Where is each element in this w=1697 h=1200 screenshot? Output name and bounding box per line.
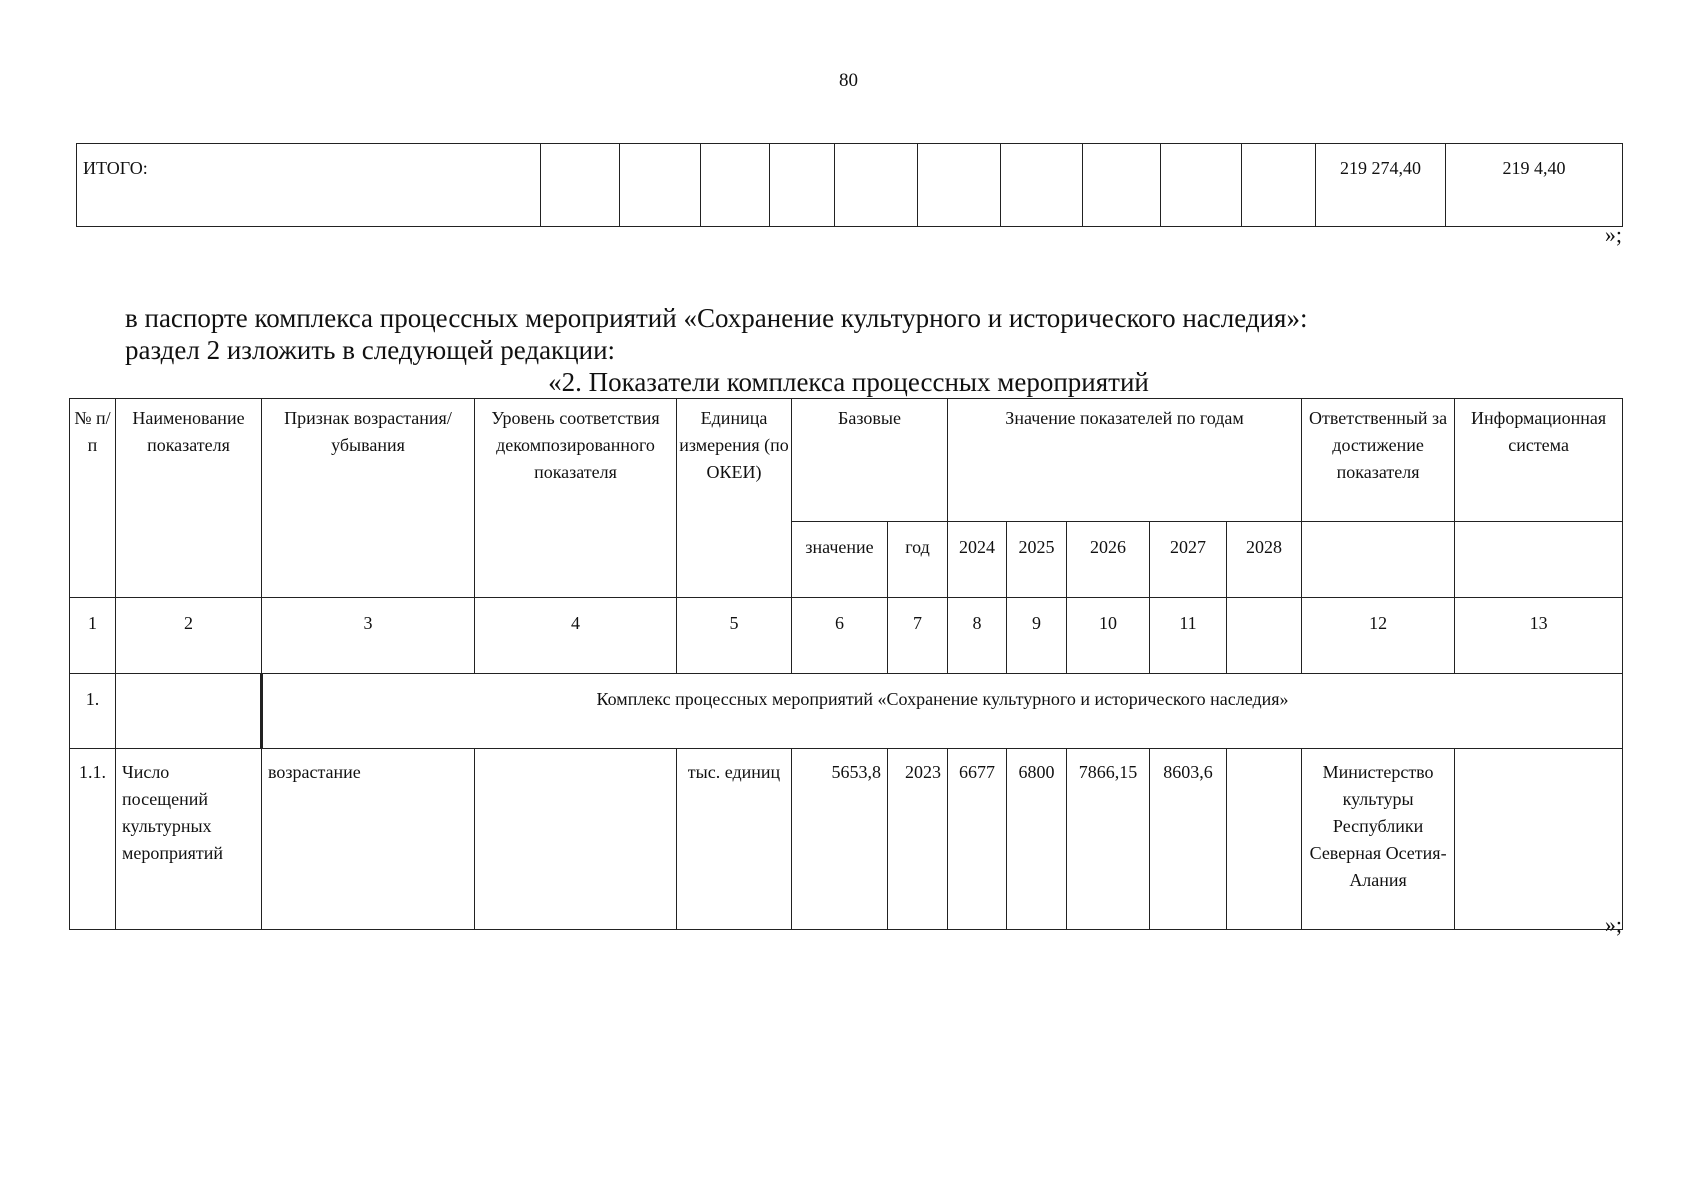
totals-cell: [1001, 144, 1083, 227]
row-value-2028: [1227, 749, 1302, 930]
row-value-2026: 7866,15: [1067, 749, 1150, 930]
table-title: «2. Показатели комплекса процессных мероприятий: [548, 367, 1149, 397]
subheader-year: 2025: [1007, 522, 1067, 598]
totals-cell: [1242, 144, 1316, 227]
header-num: № п/п: [70, 399, 116, 598]
closing-quote: »;: [1604, 912, 1622, 937]
closing-quote: »;: [1604, 222, 1622, 247]
row-responsible: Министерство культуры Республики Северная Осетия-Алания: [1302, 749, 1455, 930]
section-num: 1.: [70, 674, 116, 749]
subheader-base-value: значение: [792, 522, 888, 598]
row-name: Число посещений культурных мероприятий: [116, 749, 262, 930]
subheader-empty: [1455, 522, 1623, 598]
totals-cell: [1083, 144, 1161, 227]
column-number: 2: [116, 598, 262, 674]
column-number: 8: [948, 598, 1007, 674]
column-number: 6: [792, 598, 888, 674]
column-number: 3: [262, 598, 475, 674]
page-number: 80: [839, 70, 858, 91]
section-row: [70, 674, 1623, 749]
header-responsible: Ответственный за достижение показателя: [1302, 399, 1455, 522]
totals-cell: [835, 144, 918, 227]
header-info-system: Информационная система: [1455, 399, 1623, 522]
column-number: 4: [475, 598, 677, 674]
subheader-year: 2024: [948, 522, 1007, 598]
subheader-year: 2027: [1150, 522, 1227, 598]
column-number: 7: [888, 598, 948, 674]
header-level: Уровень соответствия декомпозированного показателя: [475, 399, 677, 598]
totals-row: [77, 144, 1623, 227]
subheader-base-year: год: [888, 522, 948, 598]
subheader-year: 2026: [1067, 522, 1150, 598]
section-spacer: [116, 674, 262, 749]
header-values-by-year: Значение показателей по годам: [948, 399, 1302, 522]
header-base: Базовые: [792, 399, 948, 522]
section-title: Комплекс процессных мероприятий «Сохранение культурного и исторического наследия»: [262, 674, 1623, 749]
column-number: 11: [1150, 598, 1227, 674]
subheader-empty: [1302, 522, 1455, 598]
header-unit: Единица измерения (по ОКЕИ): [677, 399, 792, 598]
row-unit: тыс. единиц: [677, 749, 792, 930]
column-number-row: [70, 598, 1623, 674]
totals-table: [76, 143, 1623, 227]
totals-value-1: 219 274,40: [1316, 144, 1446, 227]
column-number: 13: [1455, 598, 1623, 674]
subheader-year: 2028: [1227, 522, 1302, 598]
totals-cell: [701, 144, 770, 227]
row-value-2025: 6800: [1007, 749, 1067, 930]
column-number: 5: [677, 598, 792, 674]
column-number: 12: [1302, 598, 1455, 674]
amendment-paragraph: в паспорте комплекса процессных мероприятий «Сохранение культурного и исторического наследия»:: [125, 303, 1308, 333]
column-number: 10: [1067, 598, 1150, 674]
row-info-system: [1455, 749, 1623, 930]
amendment-paragraph: раздел 2 изложить в следующей редакции:: [125, 335, 616, 365]
table-row: [70, 749, 1623, 930]
totals-value-2: 219 4,40: [1446, 144, 1623, 227]
totals-cell: [770, 144, 835, 227]
totals-cell: [620, 144, 701, 227]
row-value-2024: 6677: [948, 749, 1007, 930]
indicators-table: [69, 398, 1623, 930]
header-row: [70, 399, 1623, 522]
row-base-year: 2023: [888, 749, 948, 930]
column-number: [1227, 598, 1302, 674]
totals-cell: [918, 144, 1001, 227]
row-trend: возрастание: [262, 749, 475, 930]
header-trend: Признак возрастания/убывания: [262, 399, 475, 598]
column-number: 9: [1007, 598, 1067, 674]
row-level: [475, 749, 677, 930]
totals-label: ИТОГО:: [77, 144, 541, 227]
totals-cell: [541, 144, 620, 227]
header-name: Наименование показателя: [116, 399, 262, 598]
totals-cell: [1161, 144, 1242, 227]
row-base-value: 5653,8: [792, 749, 888, 930]
column-number: 1: [70, 598, 116, 674]
row-num: 1.1.: [70, 749, 116, 930]
row-value-2027: 8603,6: [1150, 749, 1227, 930]
